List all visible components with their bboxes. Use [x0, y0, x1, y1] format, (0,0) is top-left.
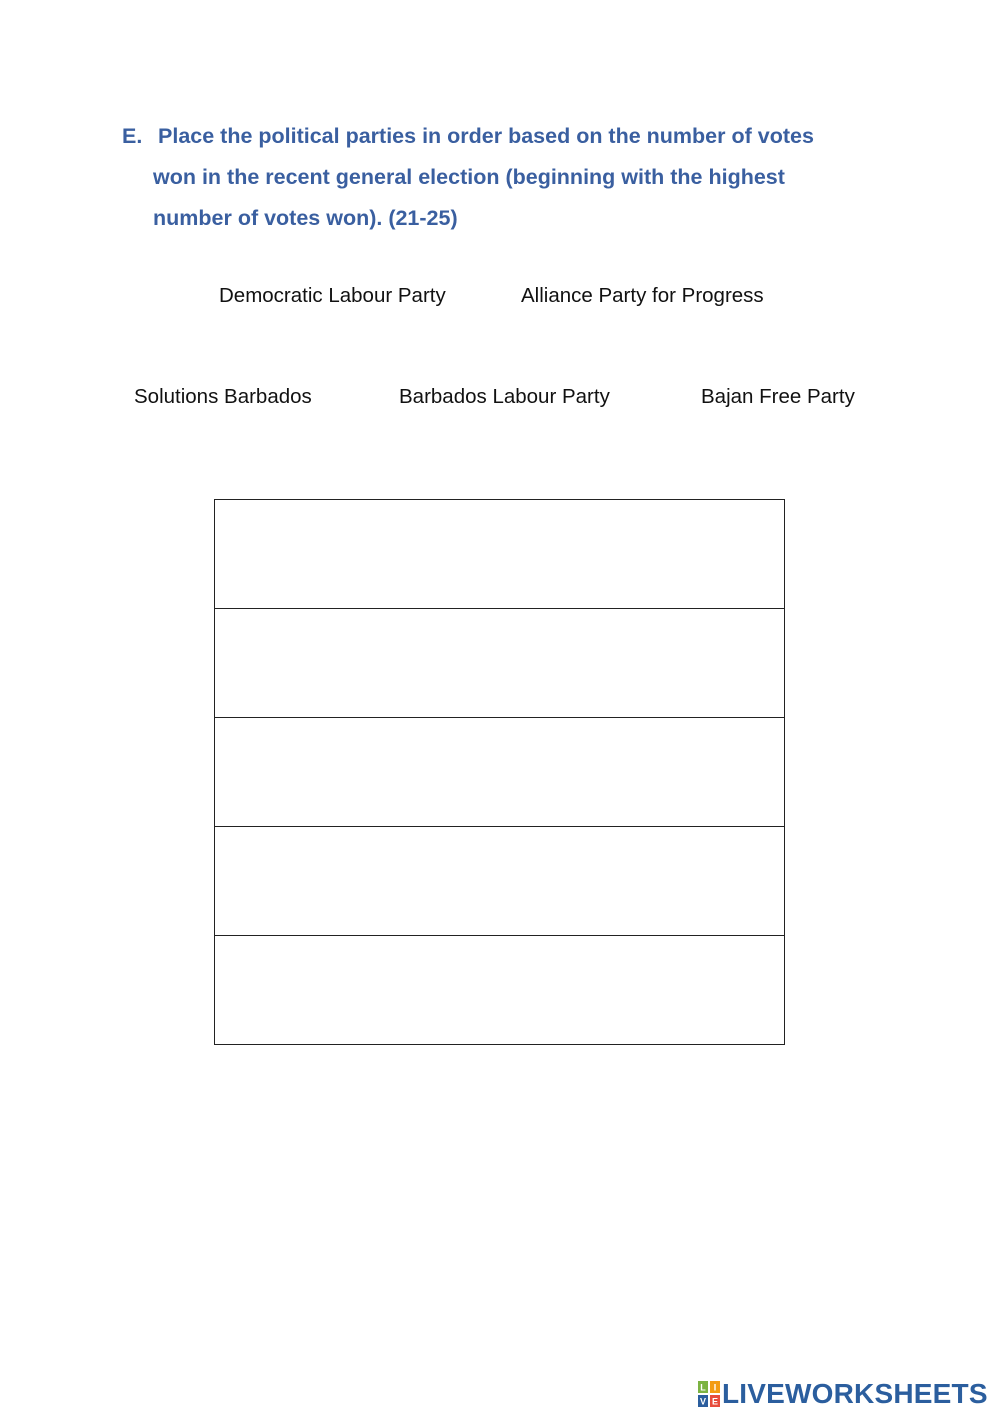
- answer-row: [215, 609, 785, 718]
- party-option-alliance-progress[interactable]: Alliance Party for Progress: [521, 284, 764, 307]
- logo-letter-l: L: [700, 1382, 706, 1393]
- answer-row: [215, 936, 785, 1045]
- answer-slot-2[interactable]: [215, 609, 785, 718]
- question-text-1: Place the political parties in order based on the number of votes: [158, 124, 814, 148]
- answer-row: [215, 500, 785, 609]
- question-line-2: won in the recent general election (beginning with the highest: [153, 165, 785, 189]
- question-prompt: [122, 116, 902, 239]
- party-option-barbados-labour[interactable]: Barbados Labour Party: [399, 385, 610, 408]
- answer-slot-5[interactable]: [215, 936, 785, 1045]
- question-line-3: number of votes won). (21-25): [153, 206, 458, 230]
- answer-slot-1[interactable]: [215, 500, 785, 609]
- liveworksheets-logo-icon: [698, 1381, 720, 1407]
- party-option-solutions-barbados[interactable]: Solutions Barbados: [134, 385, 312, 408]
- question-letter: E.: [122, 124, 143, 148]
- logo-letter-i: I: [713, 1382, 717, 1393]
- answer-slot-3[interactable]: [215, 718, 785, 827]
- answer-row: [215, 718, 785, 827]
- logo-letter-v: V: [699, 1396, 707, 1407]
- liveworksheets-brand: [698, 1378, 988, 1410]
- answer-table: [214, 499, 785, 1045]
- answer-row: [215, 827, 785, 936]
- party-option-democratic-labour[interactable]: Democratic Labour Party: [219, 284, 446, 307]
- logo-letter-e: E: [711, 1396, 719, 1407]
- party-option-bajan-free[interactable]: Bajan Free Party: [701, 385, 855, 408]
- answer-slot-4[interactable]: [215, 827, 785, 936]
- liveworksheets-wordmark: LIVEWORKSHEETS: [722, 1378, 988, 1409]
- question-line-1: [122, 116, 902, 157]
